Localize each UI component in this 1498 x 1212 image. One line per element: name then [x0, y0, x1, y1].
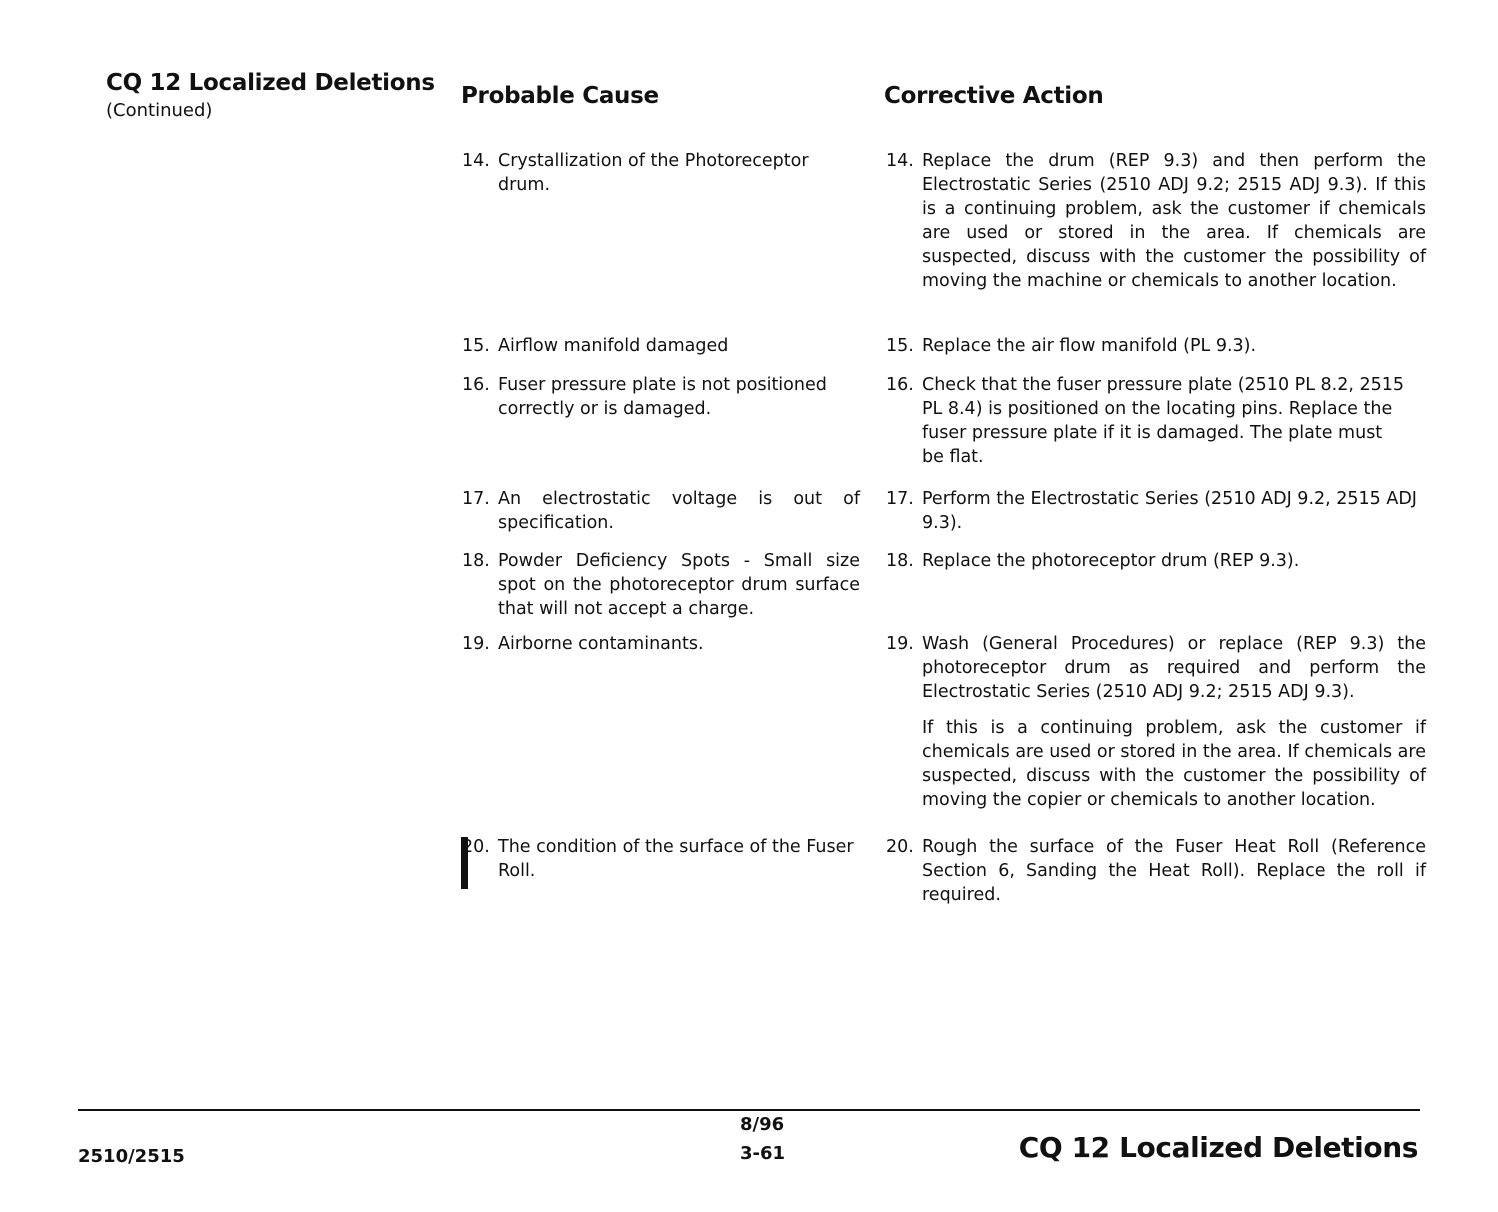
cause-text: Airflow manifold damaged	[498, 336, 729, 356]
cause-number: 14.	[462, 151, 490, 171]
action-item-16	[886, 373, 1406, 469]
action-number: 17.	[886, 489, 914, 509]
cause-text: Airborne contaminants.	[498, 634, 704, 654]
action-number: 16.	[886, 375, 914, 395]
cause-number: 20.	[462, 837, 490, 857]
action-text: Replace the photoreceptor drum (REP 9.3).	[922, 551, 1300, 571]
cause-number: 17.	[462, 489, 490, 509]
action-text: Check that the fuser pressure plate (2510 PL 8.2, 2515 PL 8.4) is positioned on the locating pins. Replace the fuser pressure plate if it is damaged. The plate must be flat.	[922, 375, 1404, 467]
cause-text: Crystallization of the Photoreceptor drum.	[498, 151, 809, 195]
footer-page-number: 3-61	[740, 1143, 786, 1164]
cause-item-20	[462, 835, 860, 883]
cause-item-17	[462, 487, 860, 535]
section-subtitle: (Continued)	[106, 100, 213, 121]
action-text: Replace the drum (REP 9.3) and then perform the Electrostatic Series (2510 ADJ 9.2; 2515 ADJ 9.3). If this is a continuing problem, ask the customer if chemicals are used or stored in the area. If chemicals are suspected, discuss with the customer the possibility of moving the machine or chemicals to another location.	[922, 151, 1426, 291]
action-number: 19.	[886, 634, 914, 654]
action-paragraph: Wash (General Procedures) or replace (REP 9.3) the photoreceptor drum as required and perform the Electrostatic Series (2510 ADJ 9.2; 2515 ADJ 9.3).	[922, 634, 1426, 702]
action-number: 20.	[886, 837, 914, 857]
cause-text: An electrostatic voltage is out of specification.	[498, 489, 860, 533]
cause-item-14	[462, 149, 860, 197]
action-text	[922, 632, 1426, 812]
cause-number: 18.	[462, 551, 490, 571]
action-text: Replace the air flow manifold (PL 9.3).	[922, 336, 1257, 356]
action-item-20	[886, 835, 1426, 907]
footer-rule	[78, 1109, 1420, 1111]
footer-model: 2510/2515	[78, 1146, 185, 1167]
cause-item-18	[462, 549, 860, 621]
action-item-17	[886, 487, 1426, 535]
cause-number: 16.	[462, 375, 490, 395]
cause-number: 19.	[462, 634, 490, 654]
corrective-action-heading: Corrective Action	[884, 83, 1104, 109]
action-item-19	[886, 632, 1426, 812]
cause-text: Powder Deficiency Spots - Small size spot on the photoreceptor drum surface that will not accept a charge.	[498, 551, 860, 619]
action-number: 14.	[886, 151, 914, 171]
footer-section-title: CQ 12 Localized Deletions	[1018, 1131, 1418, 1164]
cause-item-19	[462, 632, 860, 656]
cause-item-16	[462, 373, 860, 421]
action-number: 15.	[886, 336, 914, 356]
action-item-18	[886, 549, 1426, 573]
cause-item-15	[462, 334, 860, 358]
cause-text: The condition of the surface of the Fuser Roll.	[498, 837, 854, 881]
action-number: 18.	[886, 551, 914, 571]
action-text: Rough the surface of the Fuser Heat Roll (Reference Section 6, Sanding the Heat Roll). Replace the roll if required.	[922, 837, 1426, 905]
action-item-14	[886, 149, 1426, 293]
cause-text: Fuser pressure plate is not positioned correctly or is damaged.	[498, 375, 827, 419]
footer-date: 8/96	[740, 1114, 785, 1135]
section-title: CQ 12 Localized Deletions	[106, 70, 435, 96]
probable-cause-heading: Probable Cause	[461, 83, 659, 109]
action-paragraph: If this is a continuing problem, ask the customer if chemicals are used or stored in the area. If chemicals are suspected, discuss with the customer the possibility of moving the copier or chemicals to another location.	[922, 718, 1426, 810]
cause-number: 15.	[462, 336, 490, 356]
action-item-15	[886, 334, 1426, 358]
action-text: Perform the Electrostatic Series (2510 ADJ 9.2, 2515 ADJ 9.3).	[922, 489, 1417, 533]
